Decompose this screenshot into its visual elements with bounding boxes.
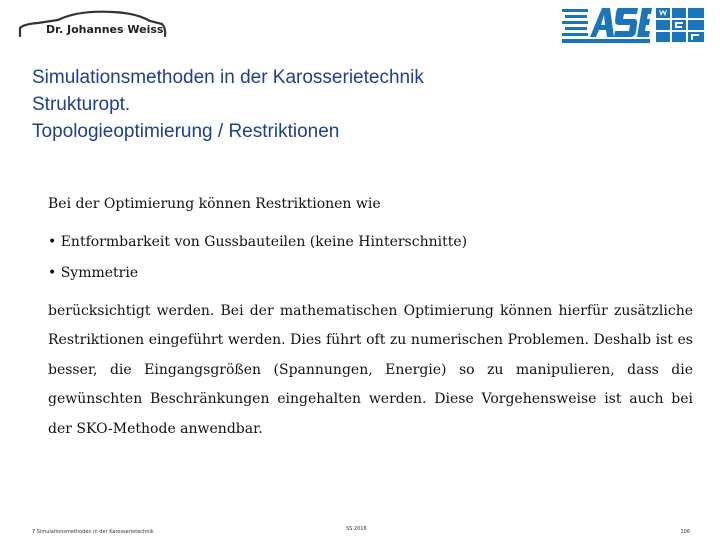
title-line-1: Simulationsmethoden in der Karosserietechnik (32, 67, 424, 88)
ase-logo (560, 6, 708, 44)
footer-semester: SS 2016 (346, 526, 367, 532)
bullet-list (48, 227, 693, 289)
dr-johannes-weiss-logo (18, 6, 168, 42)
title-line-3: Topologieoptimierung / Restriktionen (32, 121, 340, 142)
footer-page-number: 106 (680, 529, 690, 535)
slide-body (48, 192, 693, 444)
slide-title (32, 64, 592, 145)
body-paragraph: berücksichtigt werden. Bei der mathematischen Optimierung können hierfür zusätzliche Restriktionen eingeführt werden. Dies führt oft zu numerischen Problemen. Deshalb ist es besser, die Eingangsgrößen (Spannungen, Energie) so zu manipulieren, dass die gewünschten Beschränkungen eingehalten werden. Diese Vorgehensweise ist auch bei der SKO-Methode anwendbar. (48, 303, 693, 437)
slide-footer (0, 524, 720, 538)
intro-text: Bei der Optimierung können Restriktionen wie (48, 196, 381, 212)
footer-course-title: 7 Simulationsmethoden in der Karosserietechnik (32, 529, 154, 535)
bullet-item: • Symmetrie (48, 265, 139, 281)
logo-name: Dr. Johannes Weiss (46, 23, 164, 36)
bullet-item: • Entformbarkeit von Gussbauteilen (keine Hinterschnitte) (48, 234, 468, 250)
title-line-2: Strukturopt. (32, 94, 131, 115)
ase-logo-graphic (560, 6, 708, 44)
